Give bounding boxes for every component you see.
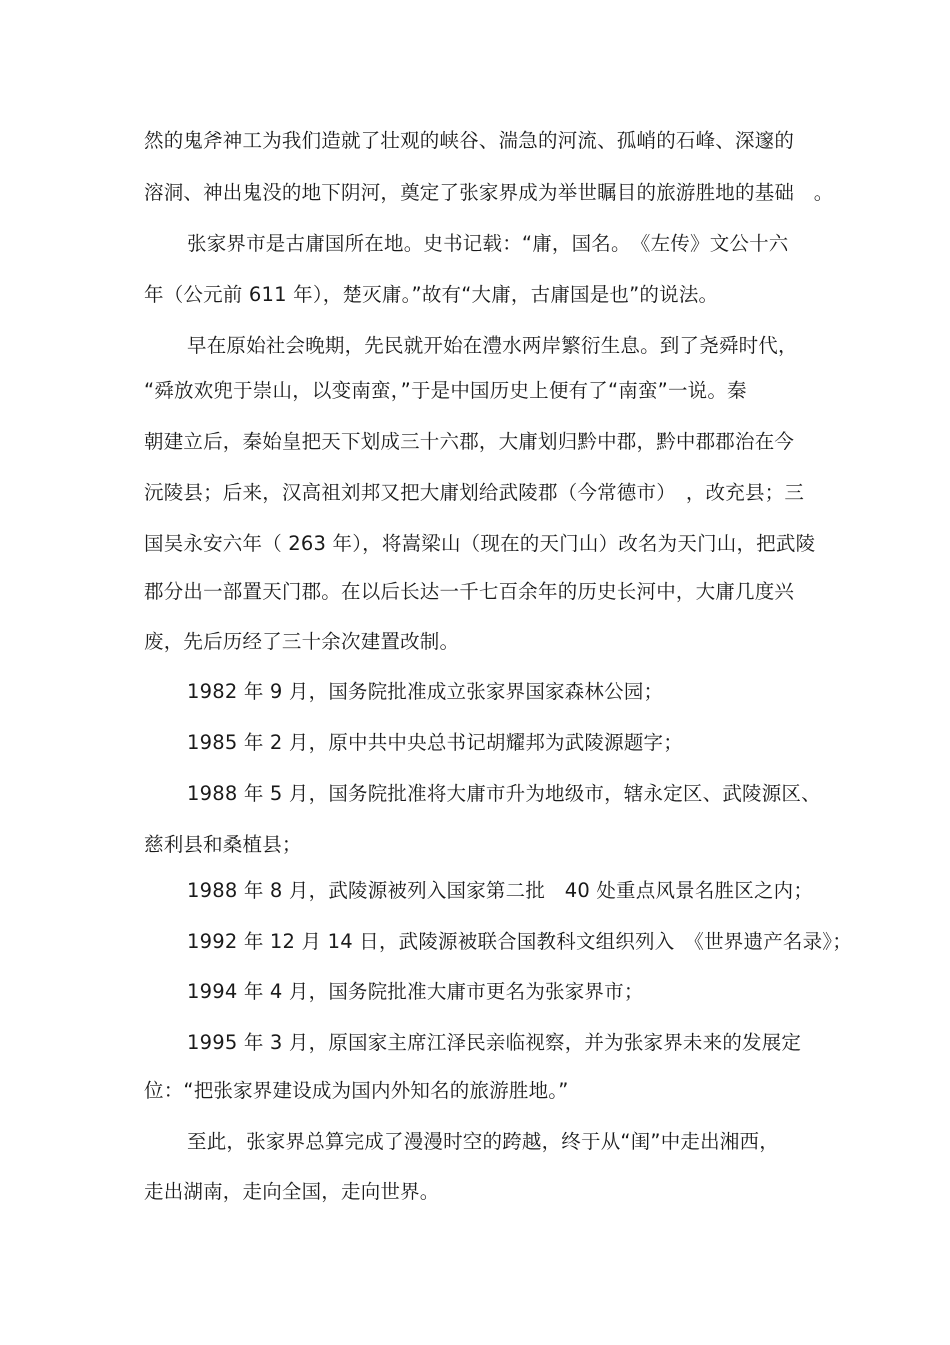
paragraph-start-line: 至此，张家界总算完成了漫漫时空的跨越，终于从“闺”中走出湘西， <box>187 1130 779 1153</box>
text-line: 年（公元前 611 年），楚灭庸。”故有“大庸，古庸国是也”的说法。 <box>144 283 719 306</box>
text-line: 废，先后历经了三十余次建置改制。 <box>144 630 460 653</box>
timeline-entry: 1994 年 4 月，国务院批准大庸市更名为张家界市； <box>187 980 644 1003</box>
timeline-entry: 1988 年 8 月，武陵源被列入国家第二批 40 处重点风景名胜区之内； <box>187 879 814 902</box>
text-line: 然的鬼斧神工为我们造就了壮观的峡谷、湍急的河流、孤峭的石峰、深邃的 <box>144 129 795 152</box>
text-line: 慈利县和桑植县； <box>144 833 302 856</box>
paragraph-start-line: 早在原始社会晚期，先民就开始在澧水两岸繁衍生息。到了尧舜时代， <box>187 334 798 357</box>
text-line: 沅陵县；后来，汉高祖刘邦又把大庸划给武陵郡（今常德市） ，改充县；三 <box>144 481 805 504</box>
text-line: 国吴永安六年（ 263 年），将嵩梁山（现在的天门山）改名为天门山，把武陵 <box>144 532 816 555</box>
text-line: 位：“把张家界建设成为国内外知名的旅游胜地。” <box>144 1079 569 1102</box>
text-line: 郡分出一部置天门郡。在以后长达一千七百余年的历史长河中，大庸几度兴 <box>144 580 795 603</box>
text-line: 走出湖南，走向全国，走向世界。 <box>144 1180 440 1203</box>
timeline-entry: 1988 年 5 月，国务院批准将大庸市升为地级市，辖永定区、武陵源区、 <box>187 782 821 805</box>
timeline-entry: 1995 年 3 月，原国家主席江泽民亲临视察，并为张家界未来的发展定 <box>187 1031 802 1054</box>
text-line: 朝建立后，秦始皇把天下划成三十六郡，大庸划归黔中郡，黔中郡郡治在今 <box>144 430 795 453</box>
paragraph-start-line: 张家界市是古庸国所在地。史书记载：“庸，国名。 《左传》文公十六 <box>187 232 789 255</box>
text-line: “舜放欢兜于崇山，以变南蛮，”于是中国历史上便有了“南蛮”一说。秦 <box>144 379 747 402</box>
timeline-entry: 1985 年 2 月，原中共中央总书记胡耀邦为武陵源题字； <box>187 731 683 754</box>
timeline-entry: 1982 年 9 月，国务院批准成立张家界国家森林公园； <box>187 680 664 703</box>
timeline-entry: 1992 年 12 月 14 日，武陵源被联合国教科文组织列入 《世界遗产名录》； <box>187 930 852 953</box>
text-line: 溶洞、神出鬼没的地下阴河，奠定了张家界成为举世瞩目的旅游胜地的基础 。 <box>144 181 834 204</box>
